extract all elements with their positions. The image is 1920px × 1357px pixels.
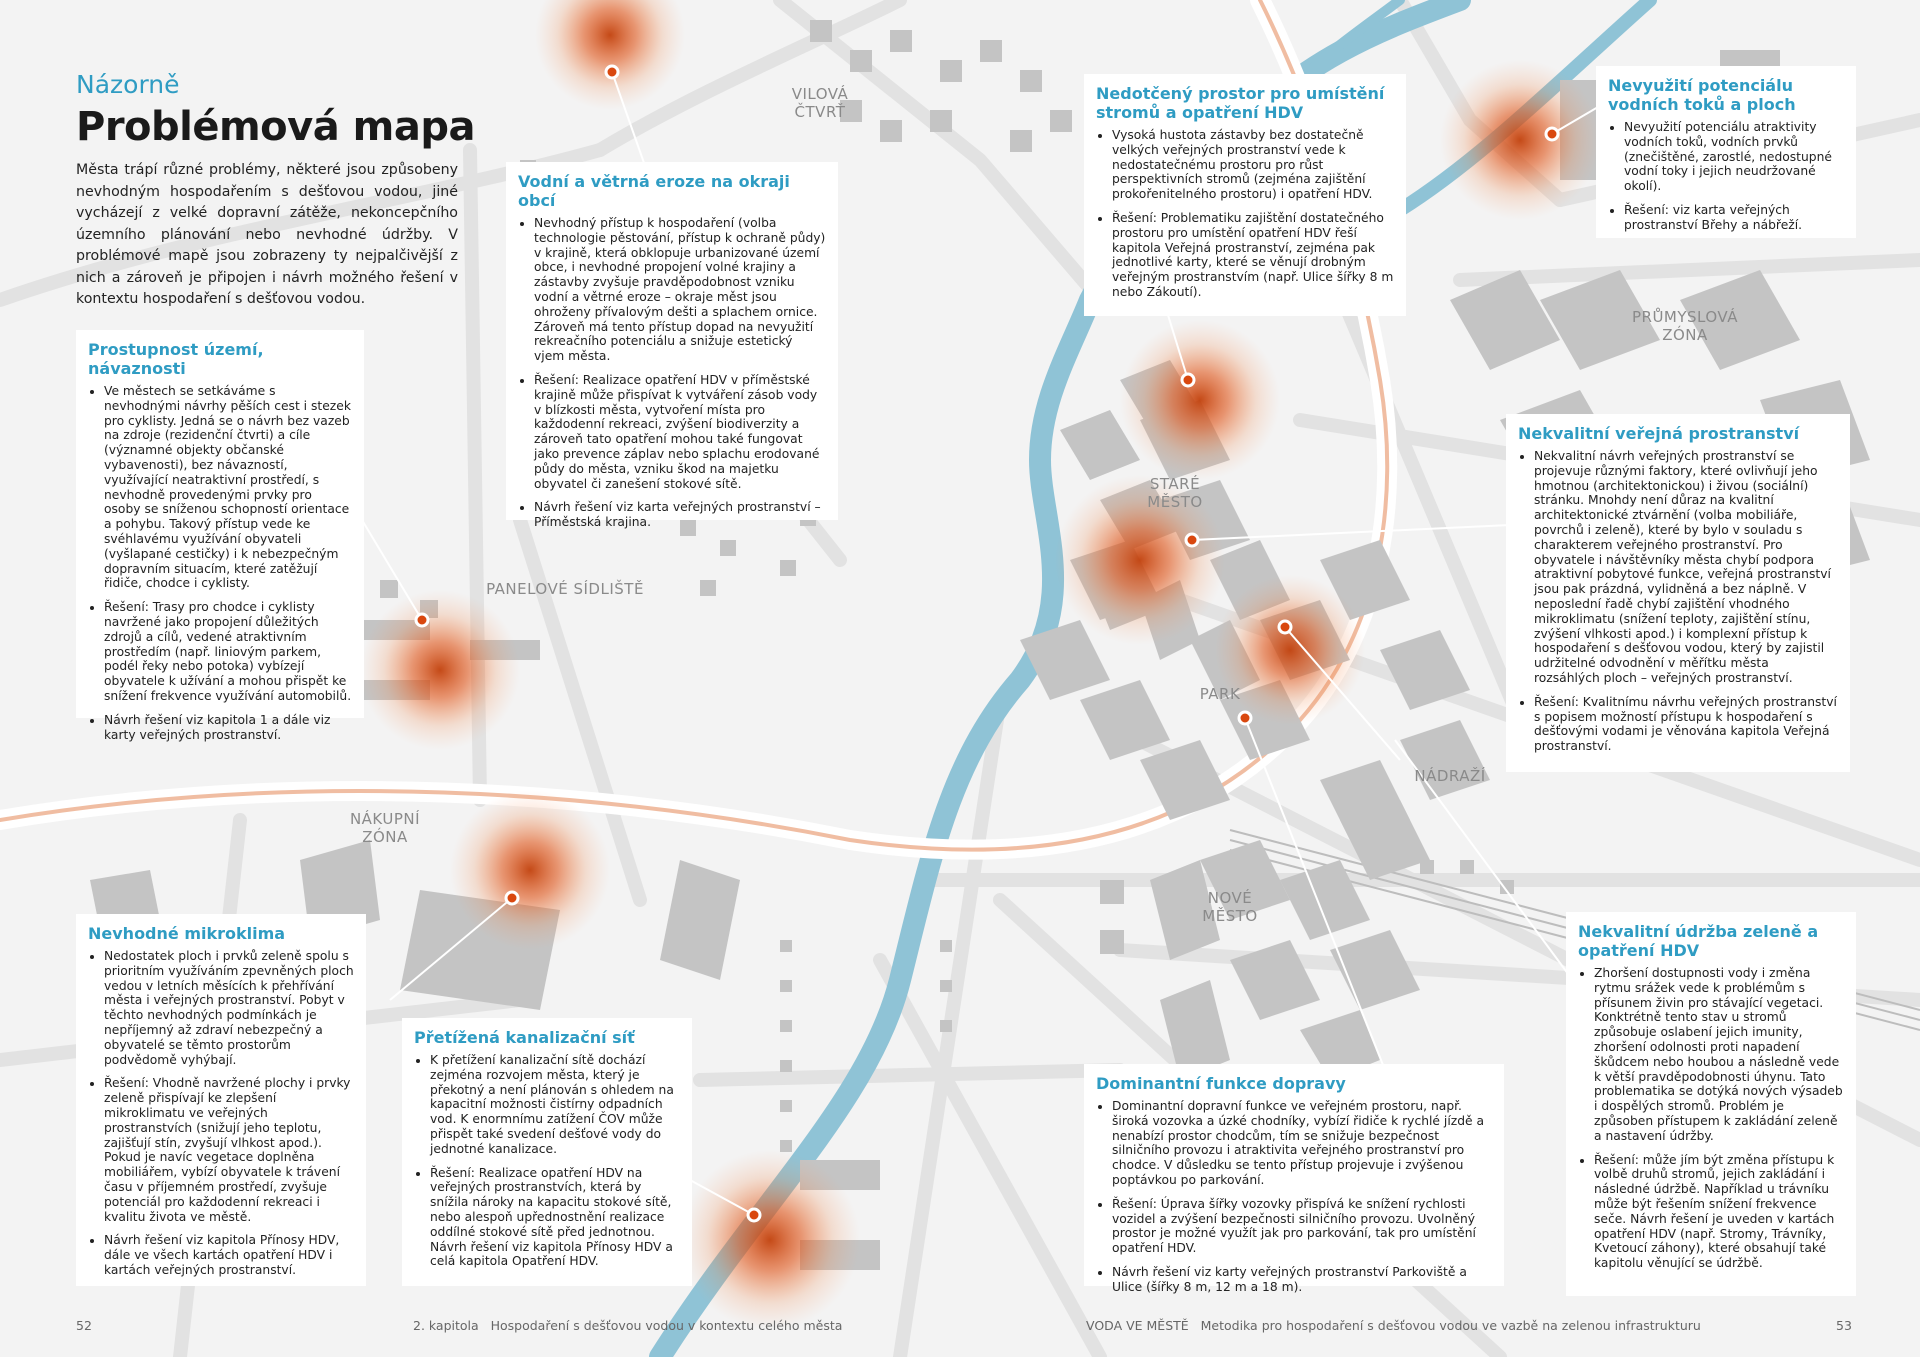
box-item: • Návrh řešení viz karty veřejných prostranství Parkoviště a Ulice (šířky 8 m, 12 m a 18 m). bbox=[1112, 1265, 1492, 1295]
box-item: • Řešení: Trasy pro chodce i cyklisty navržené jako propojení důležitých zdrojů a cílů, vedené atraktivním prostředím (např. liniovým parkem, podél řeky nebo potoka) vybízejí obyvatele k užívání a mohou přispět ke snížení frekvence využívání automobilů. bbox=[104, 600, 352, 704]
box-title: Nekvalitní údržba zeleně a opatření HDV bbox=[1578, 922, 1819, 960]
box-item: • K přetížení kanalizační sítě dochází zejména rozvojem města, který je překotný a není plánován s ohledem na kapacitní možnosti čistírny odpadních vod. K enormnímu zatížení ČOV může přispět také svedení dešťové vody do jednotné kanalizace. bbox=[430, 1053, 680, 1157]
box-item: • Řešení: Úprava šířky vozovky přispívá ke snížení rychlosti vozidel a zvýšení bezpečnosti silničního provozu. Uvolněný prostor je možné využít jak pro parkování, tak pro umístění opatření HDV. bbox=[1112, 1197, 1492, 1256]
footer-chapter-number: 2. kapitola bbox=[413, 1318, 479, 1333]
box-item: • Řešení: Realizace opatření HDV na veřejných prostranstvích, která by snížila nároky na kapacitu stokové sítě, nebo alespoň upřednostnění realizace oddílné stokové sítě před jednotnou. Návrh řešení viz kapitola Přínosy HDV a celá kapitola Opatření HDV. bbox=[430, 1166, 680, 1270]
box-title: Vodní a větrná eroze na okraji obcí bbox=[518, 172, 790, 210]
problem-box-mikroklima bbox=[76, 914, 366, 1286]
box-title: Nevyužití potenciálu vodních toků a ploch bbox=[1608, 76, 1796, 114]
box-item: • Návrh řešení viz kapitola 1 a dále viz karty veřejných prostranství. bbox=[104, 713, 352, 743]
page-number-left: 52 bbox=[76, 1318, 92, 1333]
problem-box-nedotceny bbox=[1084, 74, 1406, 316]
box-title: Nekvalitní veřejná prostranství bbox=[1518, 424, 1800, 443]
box-item: • Nekvalitní návrh veřejných prostranství se projevuje různými faktory, které ovlivňují jeho hmotnou (architektonickou) i živou (sociální) stránku. Mnohdy není důraz na kvalitní architektonické ztvárnění (volba mobiliáře, povrchů i zeleně), které by bylo v souladu s charakterem veřejného prostranství. Pro obyvatele i návštěvníky města chybí podpora atraktivní pobytové funkce, veřejná prostranství jsou pak prázdná, vylidněná a bez náplně. V neposlední řadě chybí zajištění vhodného mikroklimatu (snížení teploty, zajištění stínu, zvýšení vlhkosti apod.) i komplexní přístup k hospodaření s dešťovou vodou, který by zajistil udržitelné odvodnění v měřítku města rozsáhlých ploch – veřejných prostranství. bbox=[1534, 449, 1838, 686]
map-label-vilova: VILOVÁ ČTVRŤ bbox=[791, 85, 849, 121]
box-item: • Řešení: viz karta veřejných prostranství Břehy a nábřeží. bbox=[1624, 203, 1844, 233]
map-label-nadrazi: NÁDRAŽÍ bbox=[1414, 767, 1486, 785]
map-label-panelove: PANELOVÉ SÍDLIŠTĚ bbox=[486, 580, 644, 598]
footer-chapter bbox=[413, 1318, 842, 1333]
page-number-right: 53 bbox=[1836, 1318, 1852, 1333]
box-item: • Návrh řešení viz karta veřejných prostranství – Příměstská krajina. bbox=[534, 500, 826, 530]
problem-box-doprava bbox=[1084, 1064, 1504, 1294]
map-label-prumyslova: PRŮMYSLOVÁ ZÓNA bbox=[1631, 308, 1738, 344]
problem-box-nekvalitni-prostranstvi bbox=[1506, 414, 1850, 772]
problem-box-vodni-eroze bbox=[506, 162, 838, 530]
box-item: • Řešení: Problematiku zajištění dostatečného prostoru pro umístění opatření HDV řeší kapitola Veřejná prostranství, zejména pak jednotlivé karty, které se věnují drobným veřejným prostranstvím (např. Ulice šířky 8 m nebo Zákoutí). bbox=[1112, 211, 1394, 300]
box-item: • Řešení: Vhodně navržené plochy i prvky zeleně přispívají ke zlepšení mikroklimatu ve veřejných prostranstvích (snižují jeho teplotu, zajišťují stín, zvyšují vlhkost apod.). Pokud je navíc vegetace doplněna mobiliářem, vybízí obyvatele k trávení času v příjemném prostředí, zvyšuje potenciál pro každodenní rekreaci i kvalitu života ve městě. bbox=[104, 1076, 354, 1224]
problem-box-kanalizace bbox=[402, 1018, 692, 1286]
page-title: Problémová mapa bbox=[76, 104, 475, 150]
footer-publication-subtitle: Metodika pro hospodaření s dešťovou vodou ve vazbě na zelenou infrastrukturu bbox=[1200, 1318, 1701, 1333]
box-title: Přetížená kanalizační síť bbox=[414, 1028, 635, 1047]
box-item: • Řešení: Realizace opatření HDV v příměstské krajině může přispívat k vytváření zásob vody v blízkosti města, vytvoření místa pro každodenní rekreaci, zvýšení biodiverzity a zároveň tato opatření mohou také fungovat jako prevence záplav nebo splachu erodované půdy do města, vzniku škod na majetku obyvatel či zanešení stokové sítě. bbox=[534, 373, 826, 491]
map-label-stare: STARÉ MĚSTO bbox=[1147, 475, 1203, 511]
footer-publication bbox=[1086, 1318, 1701, 1333]
box-item: • Návrh řešení viz kapitola Přínosy HDV, dále ve všech kartách opatření HDV i kartách veřejných prostranství. bbox=[104, 1233, 354, 1277]
box-item: • Nedostatek ploch i prvků zeleně spolu s prioritním využíváním zpevněných ploch vedou v letních měsících k přehřívání města i veřejných prostranství. Pobyt v těchto nevhodných podmínkách je nepříjemný až zdraví nebezpečný a obyvatelé se těmto prostorům podvědomě vyhýbají. bbox=[104, 949, 354, 1067]
problem-box-nevyuziti bbox=[1596, 66, 1856, 238]
box-item: • Ve městech se setkáváme s nevhodnými návrhy pěších cest i stezek pro cyklisty. Jedná se o návrh bez vazeb na zdroje (rezidenční čtvrti) a cíle (významné objekty občanské vybavenosti), bez návazností, využívající neatraktivní prostředí, s nevhodně provedenými prvky pro osoby se sníženou schopností orientace a pohybu. Takový přístup vede ke svéhlavému využívání obyvateli (vyšlapané cestičky) i k nebezpečným dopravním situacím, které zatěžují řidiče, chodce i cyklisty. bbox=[104, 384, 352, 591]
intro-paragraph: Města trápí různé problémy, některé jsou způsobeny nevhodným hospodařením s dešťovou vodou, jiné vycházejí z velké dopravní zátěže, nekoncepčního územního plánování nebo nevhodné údržby. V problémové mapě jsou zobrazeny ty nejpalčivější z nich a zároveň je připojen i návrh možného řešení v kontextu hospodaření s dešťovou vodou. bbox=[76, 162, 458, 307]
box-item: • Nevyužití potenciálu atraktivity vodních toků, vodních prvků (znečištěné, zarostlé, nedostupné vodní toky i jejich neudržované okolí). bbox=[1624, 120, 1844, 194]
footer-publication-name: VODA VE MĚSTĚ bbox=[1086, 1318, 1189, 1333]
page-kicker: Názorně bbox=[76, 70, 180, 99]
box-item: • Řešení: může jím být změna přístupu k volbě druhů stromů, jejich zakládání i následné údržbě. Například u trávníku může být řešením snížení frekvence sečе. Návrh řešení je uveden v kartách opatření HDV (např. Stromy, Trávníky, Kvetoucí záhony), které obsahují také kapitolu věnující se údržbě. bbox=[1594, 1153, 1844, 1271]
map-label-nakupni: NÁKUPNÍ ZÓNA bbox=[349, 810, 421, 846]
box-title: Nevhodné mikroklima bbox=[88, 924, 286, 943]
problem-box-prostupnost bbox=[76, 330, 364, 742]
box-title: Dominantní funkce dopravy bbox=[1096, 1074, 1346, 1093]
box-item: • Dominantní dopravní funkce ve veřejném prostoru, např. široká vozovka a úzké chodníky, vybízí řidiče k rychlé jízdě a nenabízí prostor chodcům, tím se snižuje bezpečnost silničního provozu i atraktivita veřejného prostranství pro chodce. V důsledku se tento přístup projevuje i zvýšenou poptávkou po parkování. bbox=[1112, 1099, 1492, 1188]
box-title: Prostupnost území, návaznosti bbox=[88, 340, 264, 378]
box-title: Nedotčený prostor pro umístění stromů a opatření HDV bbox=[1096, 84, 1385, 122]
box-item: • Řešení: Kvalitnímu návrhu veřejných prostranství s popisem možností přístupu k hospodaření s dešťovými vodami je věnována kapitola Veřejná prostranství. bbox=[1534, 695, 1838, 754]
map-label-nove: NOVÉ MĚSTO bbox=[1202, 889, 1258, 925]
problem-box-udrzba bbox=[1566, 912, 1856, 1296]
box-item: • Nevhodný přístup k hospodaření (volba technologie pěstování, přístup k ochraně půdy) v krajině, která obklopuje urbanizované území obce, i nevhodné propojení volné krajiny a zástavby zvyšuje pravděpodobnost vzniku vodní a větrné eroze – okraje měst jsou ohroženy přívalovým dešti a splachem ornice. Zároveň má tento přístup dopad na nevyužití rekreačního potenciálu a snižuje estetický vjem města. bbox=[534, 216, 826, 364]
footer-chapter-title: Hospodaření s dešťovou vodou v kontextu celého města bbox=[490, 1318, 843, 1333]
box-item: • Zhoršení dostupnosti vody i změna rytmu srážek vede k problémům s přísunem živin pro stávající vegetaci. Konktrétně tento stav u stromů způsobuje oslabení jejich imunity, zhoršení odolnosti proti napadení škůdcem nebo houbou a následně vede k větší pravděpodobnosti úhynu. Tato problematika se dotýká nových výsadeb i dospělých stromů. Problém je způsoben přístupem k zakládání zeleně a nastavení údržby. bbox=[1594, 966, 1844, 1144]
box-item: • Vysoká hustota zástavby bez dostatečně velkých veřejných prostranství vede k nedostatečnému prostoru pro růst perspektivních stromů (zejména zajištění prokořenitelného prostoru) i opatření HDV. bbox=[1112, 128, 1394, 202]
map-label-park: PARK bbox=[1199, 685, 1241, 703]
